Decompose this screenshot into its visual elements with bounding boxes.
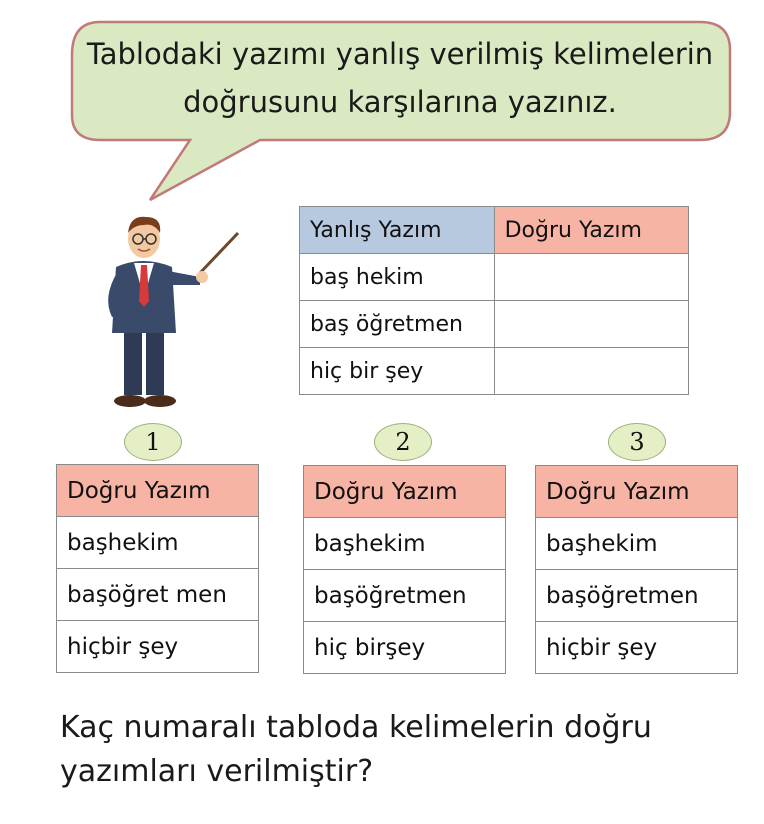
option-number-badge-1: 1 [124, 423, 182, 461]
option-word: başöğretmen [536, 570, 738, 622]
table-header-row [300, 207, 689, 254]
option-table-1[interactable] [56, 464, 259, 673]
option-word: başöğret men [57, 569, 259, 621]
option-word: başhekim [304, 518, 506, 570]
teacher-illustration [88, 205, 248, 415]
option-word: başhekim [536, 518, 738, 570]
option-number-badge-3: 3 [608, 423, 666, 461]
option-number-badge-2: 2 [374, 423, 432, 461]
wrong-word: baş öğretmen [300, 301, 495, 348]
header-correct-spelling: Doğru Yazım [494, 207, 688, 254]
table-row [300, 301, 689, 348]
table-row [300, 254, 689, 301]
option-header: Doğru Yazım [304, 466, 506, 518]
question-text: Kaç numaralı tabloda kelimelerin doğru yazımları verilmiştir? [60, 710, 652, 789]
answer-cell[interactable] [494, 301, 688, 348]
answer-cell[interactable] [494, 254, 688, 301]
option-table-3[interactable] [535, 465, 738, 674]
wrong-word: hiç bir şey [300, 348, 495, 395]
option-header: Doğru Yazım [536, 466, 738, 518]
instruction-text: Tablodaki yazımı yanlış verilmiş kelimelerin doğrusunu karşılarına yazınız. [86, 37, 714, 119]
wrong-word: baş hekim [300, 254, 495, 301]
table-row [300, 348, 689, 395]
option-word: hiç birşey [304, 622, 506, 674]
option-table-2[interactable] [303, 465, 506, 674]
header-wrong-spelling: Yanlış Yazım [300, 207, 495, 254]
option-word: hiçbir şey [536, 622, 738, 674]
option-header: Doğru Yazım [57, 465, 259, 517]
option-word: başöğretmen [304, 570, 506, 622]
option-word: başhekim [57, 517, 259, 569]
answer-cell[interactable] [494, 348, 688, 395]
option-word: hiçbir şey [57, 621, 259, 673]
main-table [299, 206, 689, 395]
